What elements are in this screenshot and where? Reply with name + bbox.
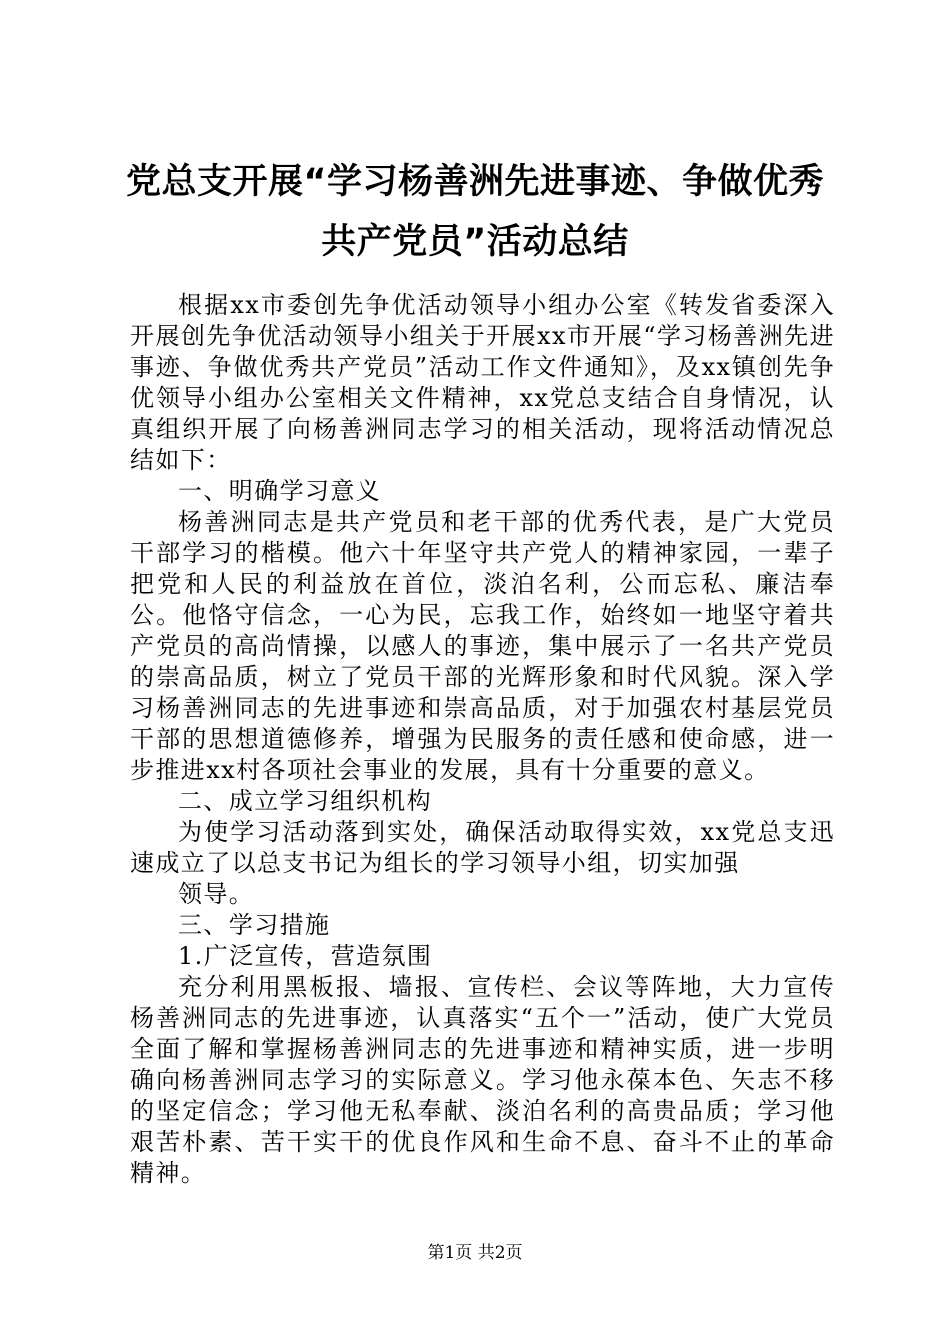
- paragraph-subsection-1: 充分利用黑板报、墙报、宣传栏、会议等阵地，大力宣传杨善洲同志的先进事迹，认真落实“五个一”活动，使广大党员全面了解和掌握杨善洲同志的先进事迹和精神实质，进一步明确向杨善洲同志学习的实际意义。学习他永葆本色、矢志不移的坚定信念；学习他无私奉献、淡泊名利的高贵品质；学习他艰苦朴素、苦干实干的优良作风和生命不息、奋斗不止的革命精神。: [130, 973, 835, 1187]
- paragraph-section-2-continued: 领导。: [178, 880, 255, 908]
- document-title-line-2: 共产党员”活动总结: [321, 222, 629, 262]
- document-title-line-1: 党总支开展“学习杨善洲先进事迹、争做优秀: [125, 162, 824, 202]
- section-heading-2: 二、成立学习组织机构: [178, 787, 432, 815]
- section-heading-1: 一、明确学习意义: [178, 477, 382, 505]
- page-number-footer: 第1页 共2页: [427, 1243, 523, 1263]
- section-heading-3: 三、学习措施: [178, 911, 331, 939]
- paragraph-section-1: 杨善洲同志是共产党员和老干部的优秀代表，是广大党员干部学习的楷模。他六十年坚守共产党人的精神家园，一辈子把党和人民的利益放在首位，淡泊名利，公而忘私、廉洁奉公。他恪守信念，一心为民，忘我工作，始终如一地坚守着共产党员的高尚情操，以感人的事迹，集中展示了一名共产党员的崇高品质，树立了党员干部的光辉形象和时代风貌。深入学习杨善洲同志的先进事迹和崇高品质，对于加强农村基层党员干部的思想道德修养，增强为民服务的责任感和使命感，进一步推进xx村各项社会事业的发展，具有十分重要的意义。: [130, 508, 835, 784]
- paragraph-section-2: 为使学习活动落到实处，确保活动取得实效，xx党总支迅速成立了以总支书记为组长的学习领导小组，切实加强: [130, 818, 835, 877]
- document-body: [130, 290, 835, 1189]
- paragraph-intro: 根据xx市委创先争优活动领导小组办公室《转发省委深入开展创先争优活动领导小组关于开展xx市开展“学习杨善洲先进事迹、争做优秀共产党员”活动工作文件通知》，及xx镇创先争优领导小组办公室相关文件精神，xx党总支结合自身情况，认真组织开展了向杨善洲同志学习的相关活动，现将活动情况总结如下：: [130, 291, 835, 474]
- subsection-heading-1: 1.广泛宣传，营造氛围: [178, 942, 433, 970]
